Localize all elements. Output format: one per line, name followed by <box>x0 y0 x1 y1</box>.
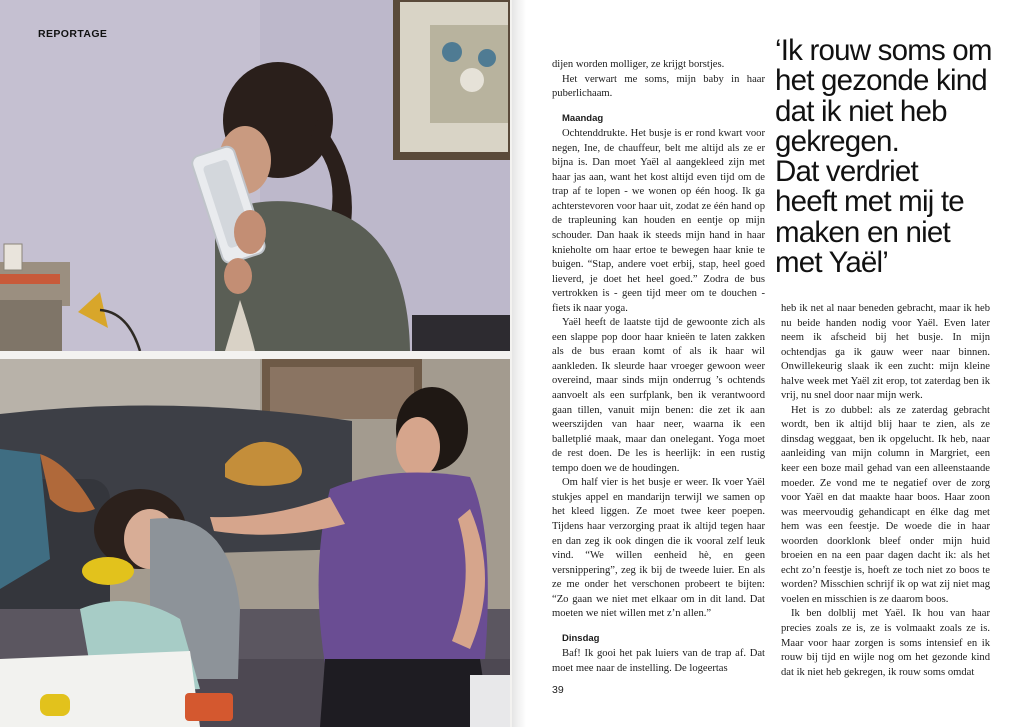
paragraph: Om half vier is het busje er weer. Ik voer Yaël stukjes appel en mandarijn terwijl we samen op het kleed liggen. Ze moet twee keer poepen. Tijdens haar verzorging praat ik altijd tegen haar en dan zeg ik ook dingen die ik vooral zelf leuk vind. “We willen eenheid hè, en geen versnippering”, zeg ik bij de tweede luier. En als ze me onder het verschonen probeert te bijten: “Zo gaan we niet met elkaar om in dit land. Dat moeten we niet willen met z’n allen.” <box>552 477 765 620</box>
pull-quote-line: gekregen. <box>775 124 900 158</box>
pull-quote-line: heeft met mij te <box>775 185 964 219</box>
paragraph: Baf! Ik gooi het pak luiers van de trap af. Dat moet mee naar de instelling. De logeertas <box>552 648 765 674</box>
pull-quote <box>775 36 1015 278</box>
paragraph: Ik ben dolblij met Yaël. Ik hou van haar precies zoals ze is, ze is volmaakt zoals ze is. Maar voor haar zorgen is soms intensief en ik rouw bij tijd en wijle nog om het gezonde kind dat ik niet heb gekregen, ik rouw soms omdat <box>781 608 990 678</box>
pull-quote-line: dat ik niet heb <box>775 94 947 128</box>
photo-mother-and-daughter <box>0 359 510 727</box>
subheading-dinsdag: Dinsdag <box>562 632 600 644</box>
text-column-2 <box>781 302 990 680</box>
gutter-shadow <box>512 0 526 727</box>
photo-girl-with-tablet <box>0 0 510 351</box>
paragraph: Yaël heeft de laatste tijd de gewoonte zich als een slappe pop door haar knieën te laten zakken als de bus eraan komt of als ik haar wil aankleden. Ik sleurde haar vroeger gewoon weer overeind, maar sinds mijn onderrug ’s ochtends aanvoelt als een surfplank, ben ik verantwoord gaan tillen, vanuit mijn benen: die zet ik aan weerszijden van haar neer, waarna ik een balletplié maak, maar dan onelegant. Yoga moet de rest doen. De les is heerlijk: in een rustig tempo doen we de houdingen. <box>552 317 765 474</box>
paragraph: Ochtenddrukte. Het busje is er rond kwart voor negen, Ine, de chauffeur, belt me altijd als ze er bijna is. Dan moet Yaël al aangekleed zijn met haar jas aan, want het kost altijd even tijd om de trap af te lopen - we wonen op één hoog. Ik ga achterstevoren voor haar uit, zodat ze één hand op de trapleuning kan houden en eentje op mijn schouder. Dan haak ik steeds mijn hand in haar knieholte om haar ertoe te bewegen haar knie te buigen. “Stap, andere voet erbij, stap, heel goed lieverd, je doet het heel goed.” Zodra de bus vertrokken is - geen tijd meer om te douchen - fiets ik naar yoga. <box>552 128 765 314</box>
section-label: REPORTAGE <box>38 28 108 40</box>
subheading-maandag: Maandag <box>562 112 604 124</box>
pull-quote-line: met Yaël’ <box>775 246 889 280</box>
pull-quote-line: ‘Ik rouw soms om <box>775 34 992 67</box>
pull-quote-line: Dat verdriet <box>775 155 918 189</box>
page-number: 39 <box>552 684 564 696</box>
paragraph: heb ik net al naar beneden gebracht, maar ik heb nu beide handen nodig voor Yaël. Even later neem ik afscheid bij het busje. In mijn ochtendjas ga ik gauw weer naar binnen. Onwillekeurig slaak ik een zucht: mijn kleine halve week met Yaël zit erop, tot zaterdag ben ik vrij, nu snel door naar mijn werk. <box>781 303 990 402</box>
text-column-1 <box>552 58 765 676</box>
pull-quote-line: het gezonde kind <box>775 64 987 98</box>
right-page <box>512 0 1024 727</box>
paragraph: dijen worden molliger, ze krijgt borstjes. <box>552 59 725 70</box>
paragraph: Het is zo dubbel: als ze zaterdag gebracht wordt, ben ik altijd blij haar te zien, als ze dinsdag weggaat, ben ik opgelucht. Ik heb, naar aanleiding van mijn column in Margriet, een keer een boze mail gehad van een alleenstaande moeder. Ze vond me te negatief over de zorg voor Yaël en dat maakte haar boos. Haar zoon was meervoudig gehandicapt en élke dag met hem was een feestje. De woede die in haar woorden doorklonk bleef onder mijn huid broeien en na een paar dagen dacht ik: als het echt zo’n feestje is, hoeft ze toch niet zo boos te worden? Misschien schrijf ik op wat zij niet mag voelen en misschien is ze daarom boos. <box>781 404 990 605</box>
paragraph: Het verwart me soms, mijn baby in haar puberlichaam. <box>552 73 765 100</box>
pull-quote-line: maken en niet <box>775 215 950 249</box>
